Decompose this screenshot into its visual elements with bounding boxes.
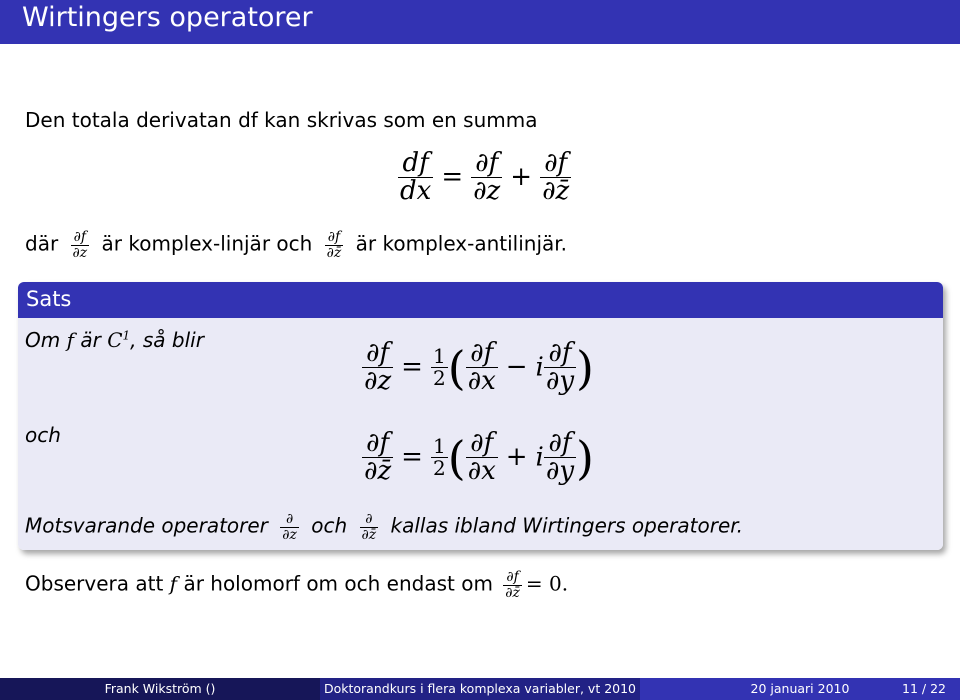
footer [0,678,960,700]
theorem-och: och [25,423,61,447]
footer-page-number: 11 / 22 [902,681,946,696]
slide-title: Wirtingers operatorer [22,2,313,33]
footer-date: 20 januari 2010 [750,681,850,696]
theorem-line1: Om f är $C^1$, så blir [25,328,204,352]
title-bar [0,0,960,44]
footer-author: Frank Wikström () [0,678,320,700]
main-equation: $\frac{df}{dx}$ = $\frac{\partial f}{\partial z}$ + $\frac{\partial f}{\partial z̄}$ [400,148,570,207]
derivative-description: där $\frac{\partial f}{\partial z}$ är komplex-linjär och $\frac{\partial f}{\partial z̄}$ är komplex-antilinjär. [25,229,568,261]
footer-course: Doktorandkurs i flera komplexa variabler, vt 2010 [320,678,640,700]
footer-date-section [640,678,960,700]
theorem-operators-line: Motsvarande operatorer $\frac{\partial}{\partial z}$ och $\frac{\partial}{\partial z̄}$ kallas ibland Wirtingers operatorer. [25,511,743,543]
theorem-equation-2: $\frac{\partial f}{\partial z̄}$ = $\frac{1}{2}$ ( $\frac{\partial f}{\partial x}$ + i $\frac{\partial f}{\partial y}$ ) [364,428,594,487]
intro-text: Den totala derivatan df kan skrivas som en summa [25,108,538,132]
theorem-equation-1: $\frac{\partial f}{\partial z}$ = $\frac{1}{2}$ ( $\frac{\partial f}{\partial x}$ − i $\frac{\partial f}{\partial y}$ ) [364,338,594,397]
theorem-block [18,282,943,550]
theorem-header: Sats [18,282,943,318]
observation-line: Observera att f är holomorf om och endast om $\frac{\partial f}{\partial z̄}$ = 0. [25,569,569,601]
